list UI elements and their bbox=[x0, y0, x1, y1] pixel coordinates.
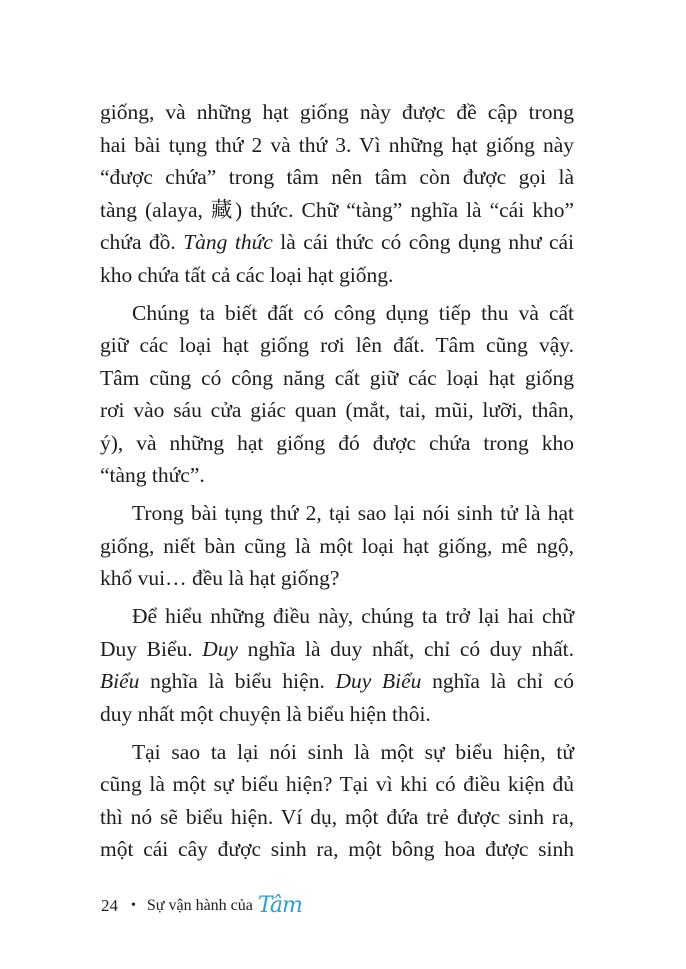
text-line bbox=[100, 600, 574, 633]
text-segment: “được chứa” trong tâm nên tâm còn được gọi là bbox=[100, 165, 574, 189]
text-line bbox=[100, 394, 574, 427]
text-line bbox=[100, 698, 574, 731]
text-segment: nghĩa là duy nhất, chỉ có duy nhất. bbox=[238, 636, 574, 661]
italic-term: Biểu bbox=[100, 669, 140, 693]
text-segment: là cái thức có công dụng như cái bbox=[272, 230, 574, 254]
text-segment: rơi vào sáu cửa giác quan (mắt, tai, mũi, lưỡi, thân, bbox=[100, 398, 574, 422]
text-line bbox=[100, 259, 574, 292]
book-title-logo: Tâm bbox=[257, 893, 302, 918]
text-line bbox=[100, 736, 574, 769]
text-segment: khổ vui… đều là hạt giống? bbox=[100, 566, 340, 590]
italic-term: Tàng thức bbox=[183, 230, 273, 254]
text-segment: Duy Biểu. bbox=[100, 636, 203, 661]
text-line bbox=[100, 665, 574, 698]
text-segment: nghĩa là biểu hiện. bbox=[139, 669, 336, 693]
book-title: Sự vận hành của bbox=[146, 896, 253, 914]
text-segment: cũng là một sự biểu hiện? Tại vì khi có điều kiện đủ bbox=[100, 772, 574, 796]
text-segment: ý), và những hạt giống đó được chứa trong kho bbox=[100, 430, 574, 455]
paragraph bbox=[100, 497, 574, 595]
text-segment: giữ các loại hạt giống rơi lên đất. Tâm cũng vậy. bbox=[100, 333, 574, 357]
text-line bbox=[100, 329, 574, 362]
text-segment: chứa đồ. bbox=[100, 230, 184, 254]
text-segment: Tâm cũng có công năng cất giữ các loại hạt giống bbox=[100, 365, 574, 390]
text-segment: tàng (alaya, 藏) thức. Chữ “tàng” nghĩa là “cái kho” bbox=[100, 197, 574, 222]
text-segment: giống, và những hạt giống này được đề cập trong bbox=[100, 100, 574, 124]
text-line bbox=[100, 427, 574, 460]
text-line bbox=[100, 297, 574, 330]
text-line bbox=[100, 633, 574, 666]
text-segment: Chúng ta biết đất có công dụng tiếp thu và cất bbox=[132, 300, 574, 325]
text-segment: một cái cây được sinh ra, một bông hoa được sinh bbox=[100, 837, 574, 861]
text-line bbox=[100, 362, 574, 395]
paragraph bbox=[100, 96, 574, 291]
page-footer bbox=[101, 893, 302, 918]
text-segment: hai bài tụng thứ 2 và thứ 3. Vì những hạt giống này bbox=[100, 132, 574, 157]
text-line bbox=[100, 801, 574, 834]
text-segment: Trong bài tụng thứ 2, tại sao lại nói sinh tử là hạt bbox=[132, 501, 574, 525]
text-line bbox=[100, 562, 574, 595]
footer-separator: • bbox=[131, 897, 136, 913]
text-segment: kho chứa tất cả các loại hạt giống. bbox=[100, 262, 394, 287]
text-segment: thì nó sẽ biểu hiện. Ví dụ, một đứa trẻ được sinh ra, bbox=[100, 804, 574, 829]
body-text bbox=[100, 96, 574, 871]
text-line bbox=[100, 768, 574, 801]
paragraph bbox=[100, 600, 574, 730]
text-segment: “tàng thức”. bbox=[100, 463, 205, 487]
italic-term: Duy bbox=[202, 636, 239, 661]
text-line bbox=[100, 96, 574, 129]
italic-term: Duy Biểu bbox=[335, 669, 422, 693]
paragraph bbox=[100, 736, 574, 866]
page-number: 24 bbox=[101, 895, 118, 915]
text-line bbox=[100, 530, 574, 563]
paragraph bbox=[100, 297, 574, 492]
text-line bbox=[100, 226, 574, 259]
text-segment: Tại sao ta lại nói sinh là một sự biểu hiện, tử bbox=[132, 739, 574, 764]
text-segment: nghĩa là chỉ có bbox=[421, 669, 574, 693]
text-segment: Để hiểu những điều này, chúng ta trở lại hai chữ bbox=[132, 604, 574, 628]
text-segment: giống, niết bàn cũng là một loại hạt giống, mê ngộ, bbox=[100, 533, 574, 558]
text-line bbox=[100, 459, 574, 492]
text-line bbox=[100, 194, 574, 227]
text-segment: duy nhất một chuyện là biểu hiện thôi. bbox=[100, 701, 431, 726]
text-line bbox=[100, 129, 574, 162]
text-line bbox=[100, 833, 574, 866]
text-line bbox=[100, 161, 574, 194]
text-line bbox=[100, 497, 574, 530]
